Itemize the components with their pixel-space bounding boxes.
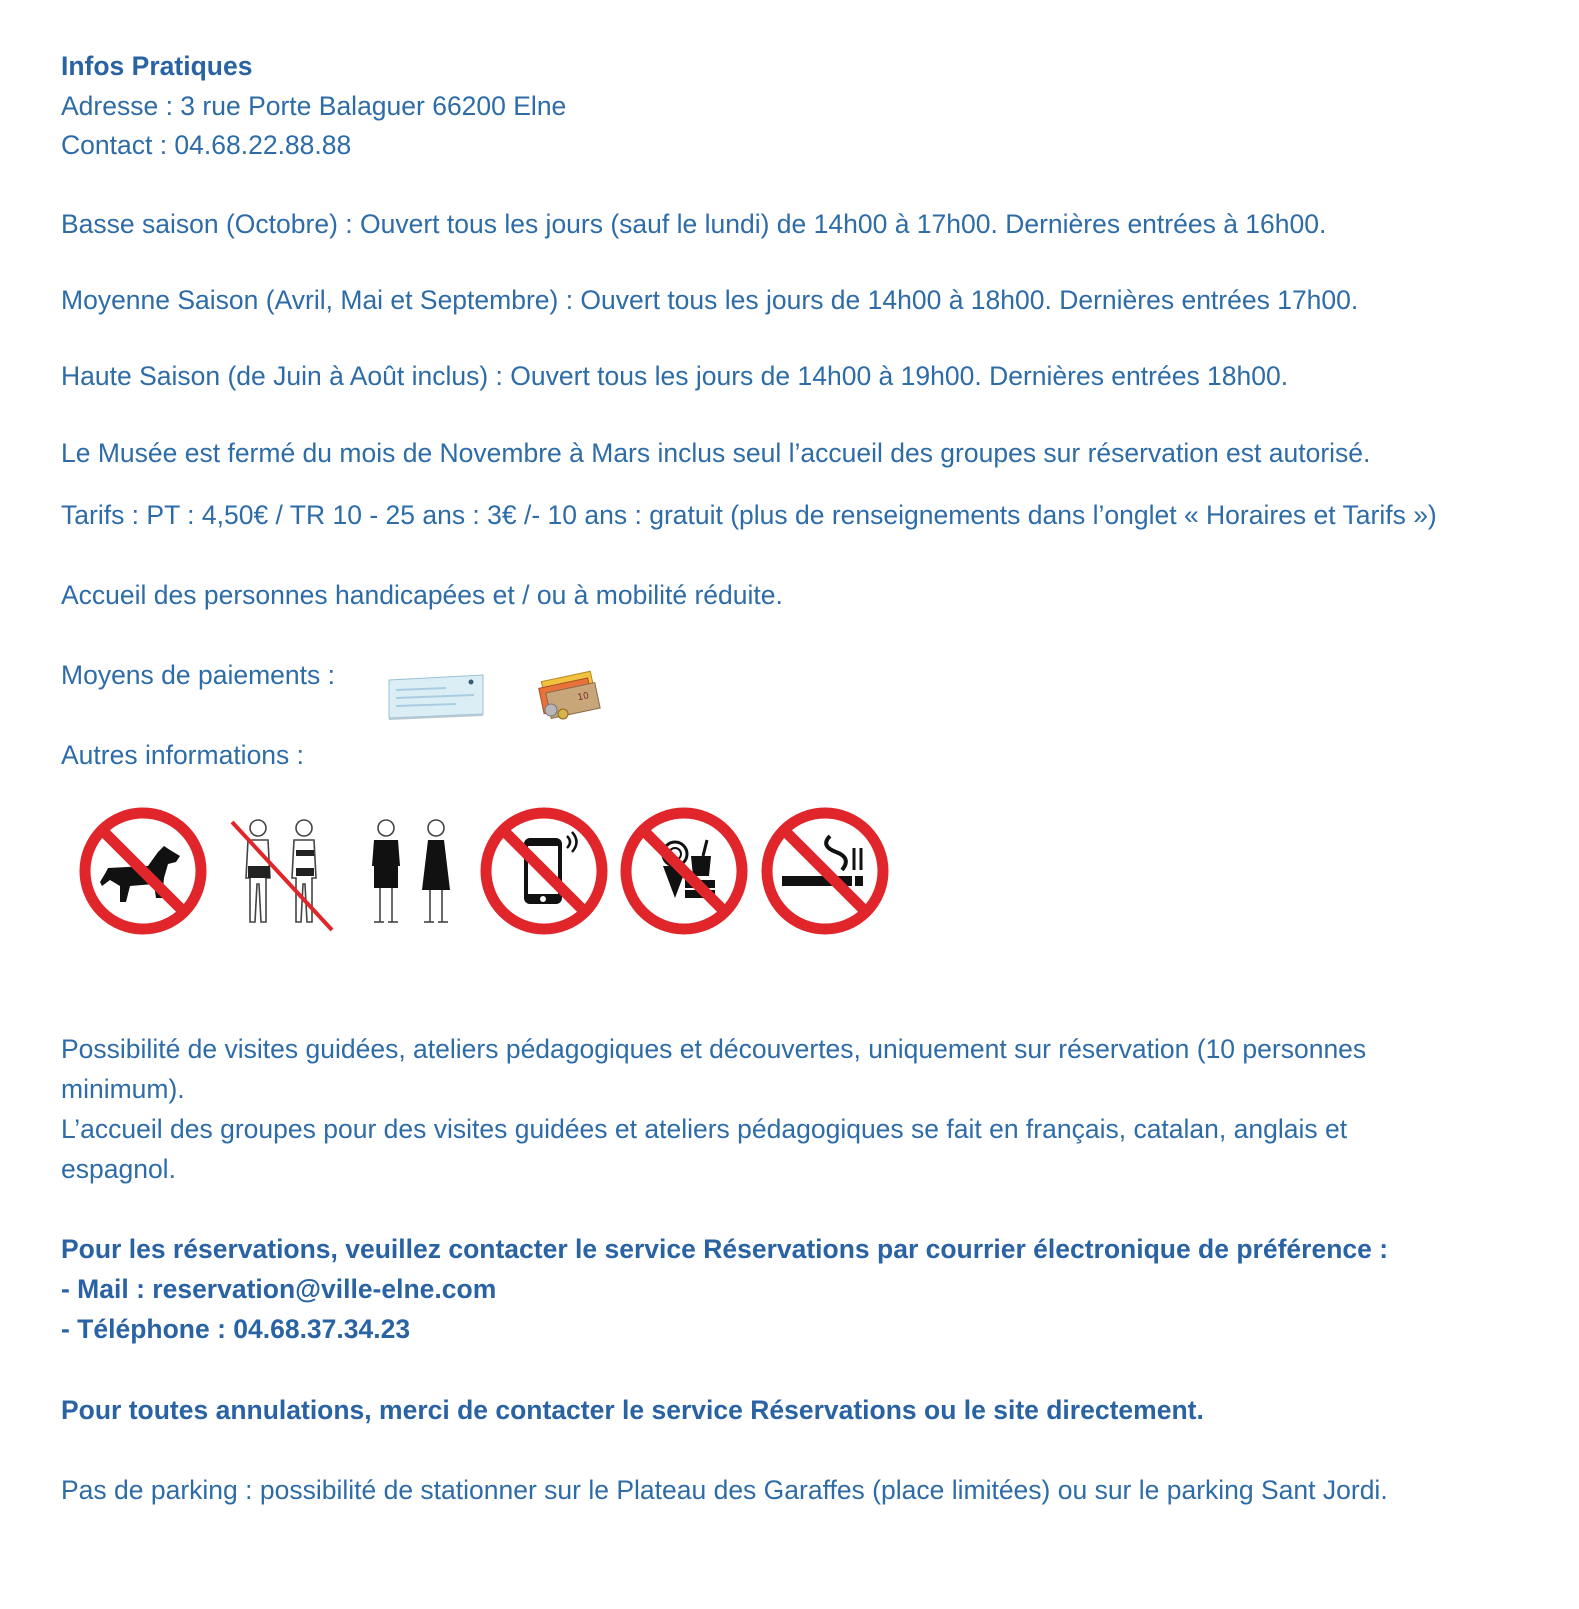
reservations-mail[interactable]: - Mail : reservation@ville-elne.com	[61, 1274, 497, 1304]
no-smoking-icon	[760, 806, 890, 936]
page-title: Infos Pratiques	[61, 51, 253, 81]
parking-text: Pas de parking : possibilité de stationner sur le Plateau des Garaffes (place limitées) ou sur le parking Sant Jordi.	[61, 1475, 1388, 1505]
tariffs-text: Tarifs : PT : 4,50€ / TR 10 - 25 ans : 3€ /- 10 ans : gratuit (plus de renseignements dans l’onglet « Horaires et Tarifs »)	[61, 500, 1437, 530]
cheque-icon	[386, 672, 486, 720]
no-food-drink-icon	[619, 806, 749, 936]
cash-icon	[537, 668, 603, 724]
no-dogs-icon	[78, 806, 208, 936]
accessibility-text: Accueil des personnes handicapées et / ou à mobilité réduite.	[61, 580, 783, 610]
high-season-text: Haute Saison (de Juin à Août inclus) : Ouvert tous les jours de 14h00 à 19h00. Dernières entrées 18h00.	[61, 361, 1289, 391]
reservations-phone: - Téléphone : 04.68.37.34.23	[61, 1314, 411, 1344]
svg-text:10: 10	[576, 691, 590, 704]
guided-visits-line3: L’accueil des groupes pour des visites guidées et ateliers pédagogiques se fait en français, catalan, anglais et	[61, 1114, 1348, 1144]
cancellations-text: Pour toutes annulations, merci de contacter le service Réservations ou le site directement.	[61, 1395, 1204, 1425]
closure-text: Le Musée est fermé du mois de Novembre à Mars inclus seul l’accueil des groupes sur réservation est autorisé.	[61, 438, 1371, 468]
contact-text: Contact : 04.68.22.88.88	[61, 130, 352, 160]
low-season-text: Basse saison (Octobre) : Ouvert tous les jours (sauf le lundi) de 14h00 à 17h00. Dernières entrées à 16h00.	[61, 209, 1327, 239]
mid-season-text: Moyenne Saison (Avril, Mai et Septembre) : Ouvert tous les jours de 14h00 à 18h00. Dernières entrées 17h00.	[61, 285, 1359, 315]
no-phone-icon	[479, 806, 609, 936]
address-text: Adresse : 3 rue Porte Balaguer 66200 Elne	[61, 91, 567, 121]
guided-visits-line2: minimum).	[61, 1074, 185, 1104]
dress-code-icon	[364, 818, 464, 934]
guided-visits-line4: espagnol.	[61, 1154, 176, 1184]
reservations-intro: Pour les réservations, veuillez contacter le service Réservations par courrier électronique de préférence :	[61, 1234, 1389, 1264]
guided-visits-line1: Possibilité de visites guidées, ateliers pédagogiques et découvertes, uniquement sur réservation (10 personnes	[61, 1034, 1367, 1064]
no-swimwear-icon	[228, 818, 338, 934]
other-info-label: Autres informations :	[61, 740, 305, 770]
payments-label: Moyens de paiements :	[61, 660, 335, 690]
